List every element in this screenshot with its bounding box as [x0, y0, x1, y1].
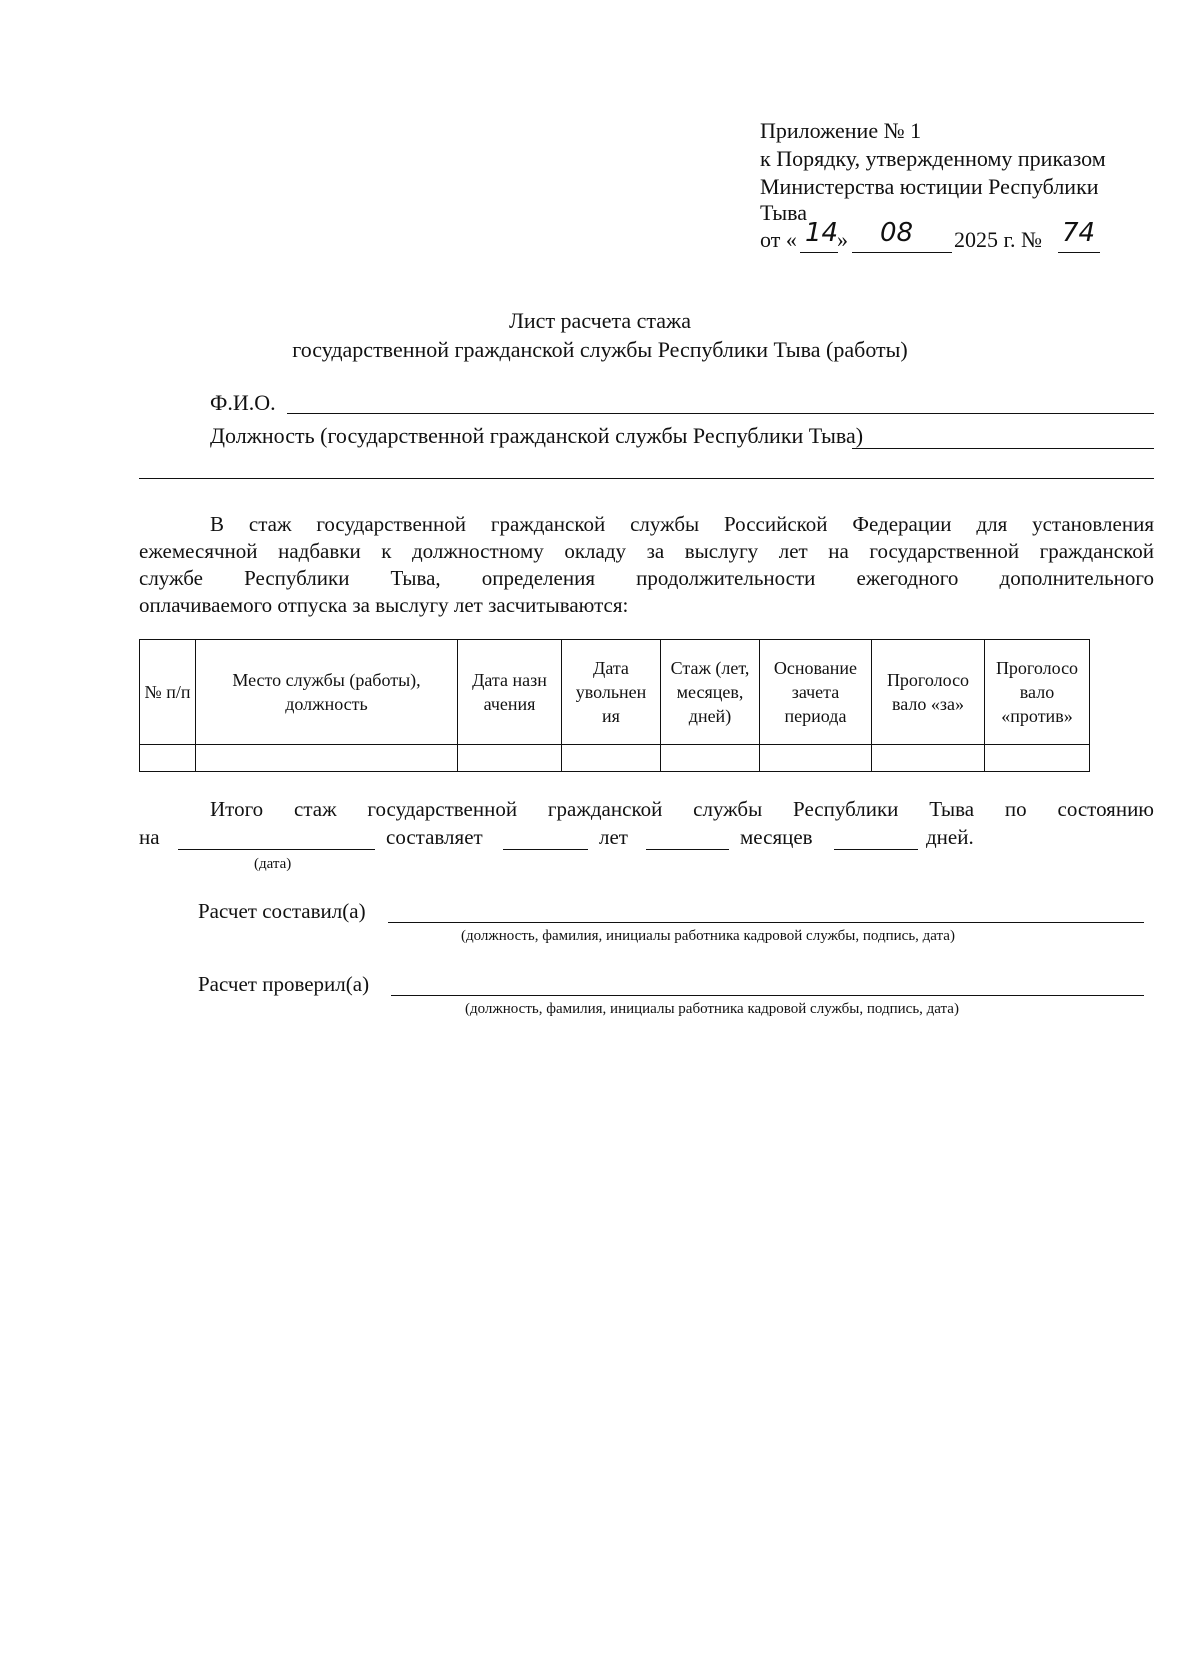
column-header-end-date: Дата увольнен ия — [562, 640, 661, 745]
summary-years-line[interactable] — [503, 849, 588, 850]
table-cell[interactable] — [760, 745, 872, 772]
column-header-place: Место службы (работы), должность — [196, 640, 458, 745]
table-cell[interactable] — [140, 745, 196, 772]
column-header-tenure: Стаж (лет, месяцев, дней) — [661, 640, 760, 745]
table-cell[interactable] — [562, 745, 661, 772]
position-line-continued[interactable] — [139, 478, 1154, 479]
appendix-republic: Тыва — [760, 200, 807, 225]
summary-months-line[interactable] — [646, 849, 729, 850]
summary-months-label: месяцев — [740, 825, 813, 849]
table-cell[interactable] — [872, 745, 985, 772]
table-cell[interactable] — [196, 745, 458, 772]
position-label: Должность (государственной гражданской службы Республики Тыва) — [210, 423, 864, 448]
service-record-table — [139, 639, 1090, 772]
summary-date-line[interactable] — [178, 849, 375, 850]
document-title: Лист расчета стажа — [508, 308, 691, 333]
compiled-label: Расчет составил(а) — [198, 899, 366, 923]
date-day-handwritten: 14 — [805, 218, 839, 248]
fio-label: Ф.И.О. — [210, 390, 276, 415]
date-month-line — [852, 252, 952, 253]
table-cell[interactable] — [458, 745, 562, 772]
summary-line-1: Итого стаж государственной гражданской службы Республики Тыва по состоянию — [210, 797, 1154, 821]
table-cell[interactable] — [661, 745, 760, 772]
appendix-number: Приложение № 1 — [760, 118, 922, 143]
column-header-number: № п/п — [140, 640, 196, 745]
summary-days-line[interactable] — [834, 849, 918, 850]
intro-line-3: службе Республики Тыва, определения продолжительности ежегодного дополнительного — [139, 566, 1154, 590]
column-header-basis: Основание зачета периода — [760, 640, 872, 745]
column-header-votes-against: Проголосо вало «против» — [985, 640, 1090, 745]
date-prefix: от « — [760, 227, 797, 252]
summary-days-label: дней. — [926, 825, 974, 849]
intro-line-4: оплачиваемого отпуска за выслугу лет засчитываются: — [139, 593, 629, 617]
checked-line[interactable] — [391, 995, 1144, 996]
date-day-line — [800, 252, 838, 253]
date-year: 2025 г. № — [954, 227, 1043, 252]
order-number-handwritten: 74 — [1062, 218, 1096, 248]
compiled-caption: (должность, фамилия, инициалы работника кадровой службы, подпись, дата) — [461, 928, 955, 944]
appendix-ministry: Министерства юстиции Республики — [760, 174, 1099, 199]
summary-years-label: лет — [599, 825, 628, 849]
table-cell[interactable] — [985, 745, 1090, 772]
position-line[interactable] — [852, 448, 1154, 449]
summary-date-caption: (дата) — [254, 856, 292, 872]
fio-line[interactable] — [287, 413, 1154, 414]
document-subtitle: государственной гражданской службы Республики Тыва (работы) — [292, 337, 908, 362]
table-header-row — [140, 640, 1090, 745]
order-number-line — [1058, 252, 1100, 253]
intro-line-2: ежемесячной надбавки к должностному окладу за выслугу лет на государственной гражданской — [139, 539, 1154, 563]
column-header-votes-for: Проголосо вало «за» — [872, 640, 985, 745]
checked-caption: (должность, фамилия, инициалы работника кадровой службы, подпись, дата) — [465, 1001, 959, 1017]
summary-na: на — [139, 825, 160, 849]
checked-label: Расчет проверил(а) — [198, 972, 370, 996]
compiled-line[interactable] — [388, 922, 1144, 923]
summary-sostavlyaet: составляет — [386, 825, 483, 849]
intro-line-1: В стаж государственной гражданской службы Российской Федерации для установления — [210, 512, 1154, 536]
date-quote-close: » — [837, 227, 848, 252]
table-row — [140, 745, 1090, 772]
appendix-procedure: к Порядку, утвержденному приказом — [760, 146, 1106, 171]
column-header-start-date: Дата назн ачения — [458, 640, 562, 745]
date-month-handwritten: 08 — [880, 218, 914, 248]
